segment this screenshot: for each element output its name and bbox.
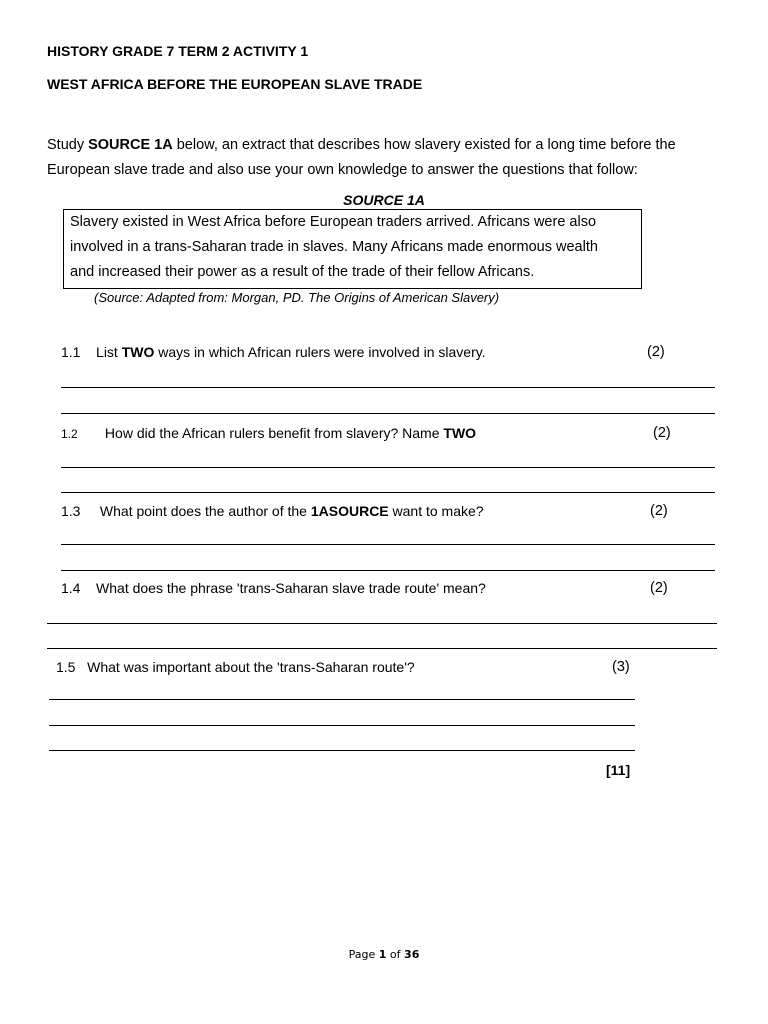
- footer-of-label: of: [386, 948, 405, 961]
- answer-line[interactable]: [61, 492, 715, 493]
- question-text: What does the phrase 'trans-Saharan slave trade route' mean?: [96, 580, 486, 596]
- intro-text-start: Study: [47, 137, 89, 153]
- answer-line[interactable]: [61, 413, 715, 414]
- source-citation: (Source: Adapted from: Morgan, PD. The Origins of American Slavery): [94, 290, 500, 305]
- question-1-4: [61, 580, 486, 596]
- answer-line[interactable]: [47, 648, 717, 649]
- source-line: Slavery existed in West Africa before European traders arrived. Africans were also: [70, 214, 597, 230]
- question-marks: (2): [650, 580, 668, 596]
- question-marks: (2): [653, 425, 671, 441]
- question-number: 1.2: [61, 427, 78, 441]
- page-footer: [0, 948, 768, 961]
- question-1-3: [61, 503, 484, 519]
- footer-page-number: 1: [378, 948, 387, 961]
- question-emphasis: TWO: [443, 425, 477, 441]
- footer-page-total: 36: [404, 948, 420, 961]
- total-marks: [11]: [606, 762, 631, 778]
- question-number: 1.1: [61, 344, 81, 360]
- intro-text-end: below, an extract that describes how slavery existed for a long time before the European slave trade and also use your own knowledge to answer the questions that follow:: [47, 137, 676, 178]
- question-number: 1.4: [61, 580, 81, 596]
- document-subtitle: WEST AFRICA BEFORE THE EUROPEAN SLAVE TRADE: [47, 76, 423, 92]
- document-title: HISTORY GRADE 7 TERM 2 ACTIVITY 1: [47, 43, 309, 59]
- question-emphasis: 1ASOURCE: [310, 503, 389, 519]
- question-1-5: [56, 659, 415, 675]
- answer-line[interactable]: [61, 467, 715, 468]
- source-line: involved in a trans-Saharan trade in slaves. Many Africans made enormous wealth: [70, 239, 598, 255]
- answer-line[interactable]: [61, 387, 715, 388]
- question-marks: (3): [612, 659, 630, 675]
- question-emphasis: TWO: [121, 344, 155, 360]
- intro-paragraph: [47, 133, 737, 183]
- answer-line[interactable]: [49, 750, 635, 751]
- question-1-1: [61, 344, 486, 360]
- answer-line[interactable]: [49, 699, 635, 700]
- answer-line[interactable]: [61, 570, 715, 571]
- question-text: What point does the author of the: [99, 503, 311, 519]
- question-1-2: [61, 425, 476, 441]
- source-line: and increased their power as a result of the trade of their fellow Africans.: [70, 264, 535, 280]
- source-title: SOURCE 1A: [343, 192, 425, 208]
- source-box: [63, 209, 642, 289]
- question-text: What was important about the 'trans-Saharan route'?: [87, 659, 415, 675]
- question-number: 1.3: [61, 503, 81, 519]
- question-marks: (2): [647, 344, 665, 360]
- answer-line[interactable]: [49, 725, 635, 726]
- question-text-end: want to make?: [388, 503, 484, 519]
- question-text-end: ways in which African rulers were involved in slavery.: [154, 344, 486, 360]
- answer-line[interactable]: [47, 623, 717, 624]
- answer-line[interactable]: [61, 544, 715, 545]
- question-text: List: [96, 344, 122, 360]
- question-marks: (2): [650, 503, 668, 519]
- intro-source-ref: SOURCE 1A: [88, 137, 173, 153]
- footer-page-label: Page: [348, 948, 379, 961]
- question-text: How did the African rulers benefit from slavery? Name: [104, 425, 444, 441]
- question-number: 1.5: [56, 659, 76, 675]
